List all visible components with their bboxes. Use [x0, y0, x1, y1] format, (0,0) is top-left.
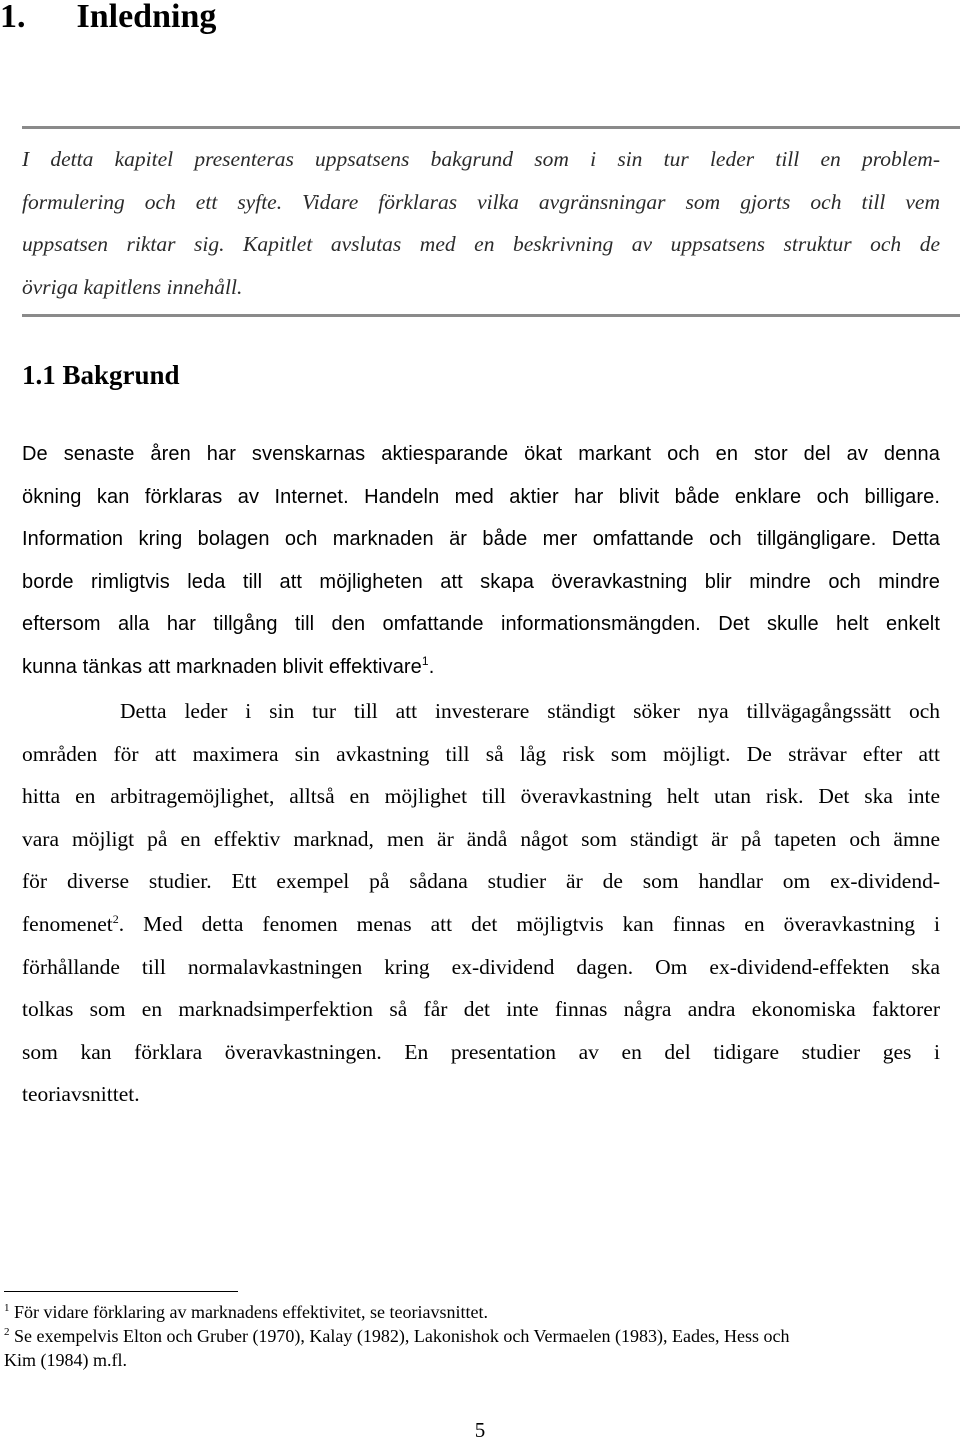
top-divider [22, 126, 960, 129]
footnotes [4, 1300, 934, 1372]
paragraph-line: teoriavsnittet. [22, 1082, 140, 1107]
chapter-intro [22, 138, 940, 308]
paragraph-line: vara möjligt på en effektiv marknad, men är ändå något som ständigt är på tapeten och ämne [22, 826, 940, 851]
intro-line: övriga kapitlens innehåll. [22, 274, 243, 299]
paragraph-2 [22, 690, 940, 1116]
footnote-text: Se exempelvis Elton och Gruber (1970), Kalay (1982), Lakonishok och Vermaelen (1983), Eades, Hess och [14, 1326, 790, 1346]
paragraph-line-end: . [428, 655, 435, 678]
bottom-divider [22, 314, 960, 317]
paragraph-line: som kan förklara överavkastningen. En presentation av en del tidigare studier ges i [22, 1039, 940, 1064]
footnote-2-continuation: Kim (1984) m.fl. [4, 1350, 127, 1370]
footnote-2 [4, 1324, 934, 1348]
intro-line: I detta kapitel presenteras uppsatsens bakgrund som i sin tur leder till en problem- [22, 147, 940, 171]
footnote-1 [4, 1300, 934, 1324]
paragraph-line: för diverse studier. Ett exempel på sådana studier är de som handlar om ex-dividend- [22, 869, 940, 894]
paragraph-line: Detta leder i sin tur till att investerare ständigt söker nya tillvägagångssätt och [120, 699, 940, 723]
paragraph-line: De senaste åren har svenskarnas aktiesparande ökat markant och en stor del av denna [22, 443, 940, 465]
footnote-ref-1[interactable]: 1 [421, 653, 429, 668]
intro-line: formulering och ett syfte. Vidare förklaras vilka avgränsningar som gjorts och till vem [22, 189, 940, 214]
paragraph-line: förhållande till normalavkastningen kring ex-dividend dagen. Om ex-dividend-effekten ska [22, 954, 940, 979]
paragraph-line: ökning kan förklaras av Internet. Handeln med aktier har blivit både enklare och billigare. [22, 485, 940, 508]
intro-line: uppsatsen riktar sig. Kapitlet avslutas med en beskrivning av uppsatsens struktur och de [22, 232, 940, 256]
footnote-text: För vidare förklaring av marknadens effektivitet, se teoriavsnittet. [14, 1302, 489, 1322]
paragraph-line: tolkas som en marknadsimperfektion så får det inte finnas några andra ekonomiska faktorer [22, 997, 940, 1022]
paragraph-line [22, 903, 940, 946]
chapter-heading [0, 0, 216, 34]
section-number: 1.1 [22, 360, 56, 390]
paragraph-line-start: fenomenet [22, 911, 113, 936]
section-title: Bakgrund [62, 360, 180, 390]
paragraph-line: hitta en arbitragemöjlighet, alltså en möjlighet till överavkastning helt utan risk. Det ska inte [22, 784, 940, 809]
footnote-marker: 1 [4, 1302, 10, 1314]
chapter-number: 1. [0, 0, 26, 35]
paragraph-line: eftersom alla har tillgång till den omfattande informationsmängden. Det skulle helt enkelt [22, 613, 940, 636]
chapter-title: Inledning [76, 0, 217, 35]
paragraph-line [22, 646, 940, 689]
paragraph-line-text: kunna tänkas att marknaden blivit effektivare [22, 655, 422, 678]
page-number: 5 [474, 1418, 486, 1442]
footnote-divider [4, 1291, 238, 1292]
footnote-marker: 2 [4, 1326, 10, 1338]
paragraph-line-end: . Med detta fenomen menas att det möjligtvis kan finnas en överavkastning i [118, 911, 940, 936]
paragraph-1 [22, 433, 940, 689]
paragraph-line: borde rimligtvis leda till att möjligheten att skapa överavkastning blir mindre och mindre [22, 570, 940, 593]
footnote-ref-2[interactable]: 2 [112, 911, 119, 926]
paragraph-line: Information kring bolagen och marknaden är både mer omfattande och tillgängligare. Detta [22, 528, 940, 551]
section-heading [22, 358, 180, 392]
paragraph-line: områden för att maximera sin avkastning till så låg risk som möjligt. De strävar efter att [22, 741, 940, 766]
